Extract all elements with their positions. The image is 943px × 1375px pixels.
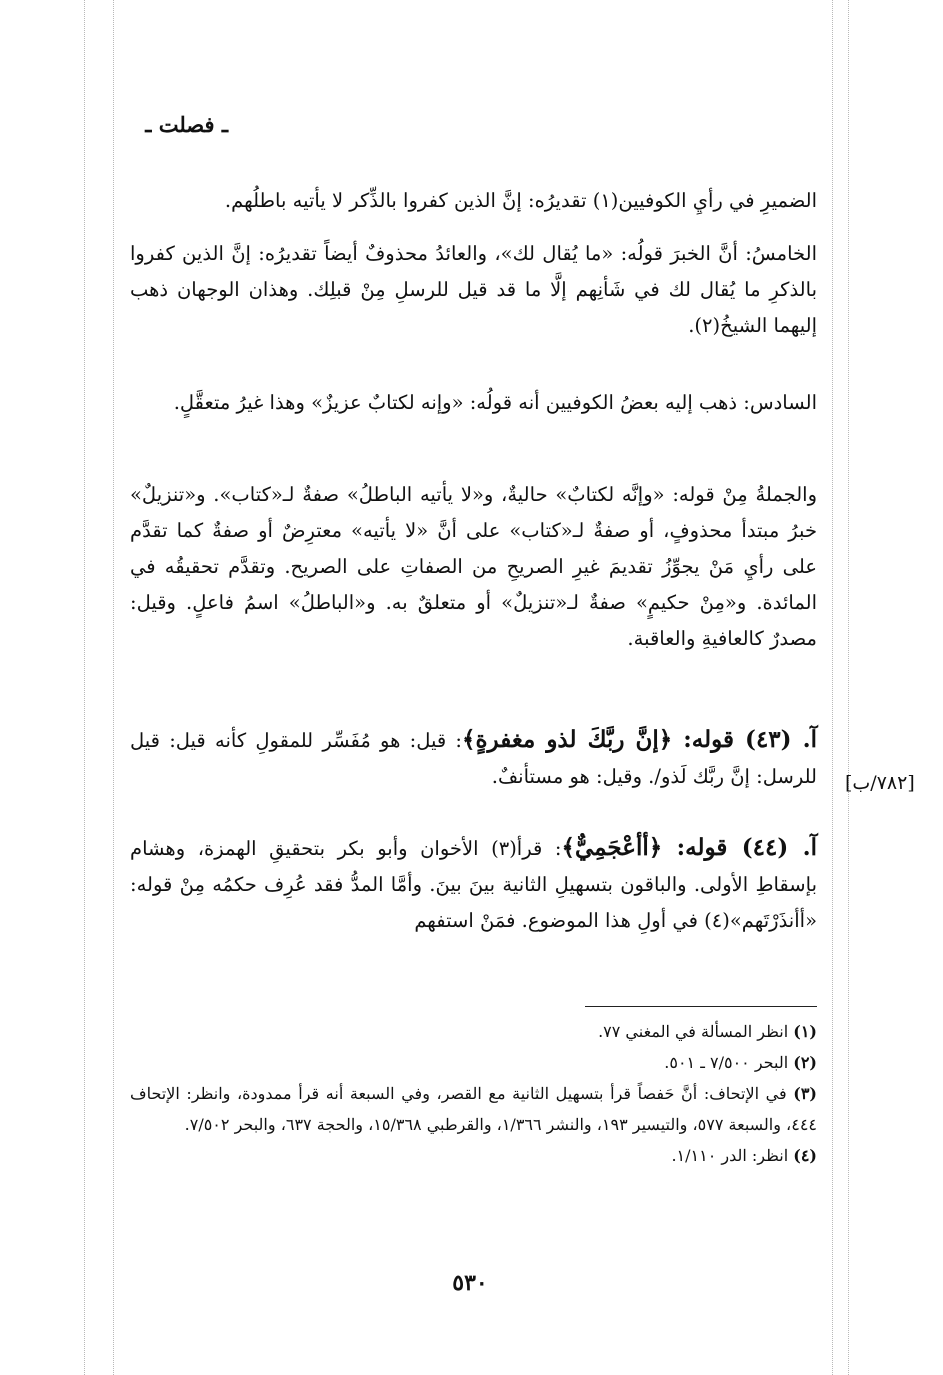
verse-43-paragraph (130, 722, 817, 795)
footnote-separator (585, 1006, 817, 1007)
page-number: ٥٣٠ (452, 1270, 488, 1296)
verse-44-paragraph (130, 830, 817, 939)
footnote-4 (130, 1140, 817, 1171)
footnote-3 (130, 1078, 817, 1140)
paragraph-4 (130, 477, 817, 657)
footnote-text: البحر ٧/٥٠٠ ـ ٥٠١. (664, 1053, 789, 1072)
paragraph-text: السادس: ذهب إليه بعضُ الكوفيين أنه قولُه: «وإنه لكتابٌ عزيزٌ» وهذا غيرُ متعقَّلٍ. (173, 391, 817, 414)
footnote-text: انظر المسألة في المغني ٧٧. (598, 1022, 789, 1041)
footnote-number: (٤) (793, 1146, 817, 1165)
footnote-text: انظر: الدر ١/١١٠. (671, 1146, 789, 1165)
verse-44-commentary (130, 830, 817, 939)
paragraph-text: الخامسُ: أنَّ الخبرَ قولُه: «ما يُقال لك»، والعائدُ محذوفٌ أيضاً تقديرُه: إنَّ الذين كفروا بالذكرِ ما يُقال لك في شَأنِهم إلَّا ما قد قيل للرسلِ مِنْ قبلِك. وهذان الوجهان ذهب إليهما الشيخُ(٢). (130, 242, 817, 337)
footnotes (130, 1016, 817, 1171)
footnote-number: (٣) (793, 1084, 817, 1103)
paragraph-3 (130, 385, 817, 421)
footnote-2 (130, 1047, 817, 1078)
verse-44-heading: آ. (٤٤) قوله: ﴿أأعْجَمِيٌّ﴾ (561, 834, 818, 861)
verse-43-heading: آ. (٤٣) قوله: ﴿إنَّ ربَّكَ لذو مغفرةٍ﴾ (462, 726, 817, 753)
footnote-1 (130, 1016, 817, 1047)
running-header: ـ فصلت ـ (145, 112, 228, 137)
paragraph-1 (130, 183, 817, 219)
paragraph-text: الضميرِ في رأيِ الكوفيين(١) تقديرُه: إنَّ الذين كفروا بالذِّكر لا يأتيه باطلُهم. (224, 189, 817, 212)
footnote-number: (١) (793, 1022, 817, 1041)
verse-43-commentary (130, 722, 817, 795)
paragraph-2 (130, 236, 817, 344)
verse-43-text: : قيل: هو مُفَسِّر للمقولِ كأنه قيل: قيل للرسل: إنَّ ربَّك لَذو/. وقيل: هو مستأنفٌ. (130, 729, 817, 788)
footnote-text: في الإتحاف: أنَّ حَفصاً قرأ بتسهيل الثانية مع القصر، وفي السبعة أنه قرأ ممدودة، وانظر: الإتحاف ٤٤٤، والسبعة ٥٧٧، والتيسير ١٩٣، والنشر ١/٣٦٦، والقرطبي ١٥/٣٦٨، والحجة ٦٣٧، والبحر ٧/٥٠٢. (130, 1084, 817, 1134)
manuscript-folio-marker: [٧٨٢/ب] (845, 772, 915, 794)
verse-44-text: : قرأ(٣) الأخوان وأبو بكر بتحقيقِ الهمزة، وهشام بإسقاطِ الأولى. والباقون بتسهيلِ الثانية بينَ بينَ. وأمَّا المدُّ فقد عُرِف حكمُه مِنْ قوله: «أأنذَرْتَهم»(٤) في أولِ هذا الموضوع. فمَنْ استفهم (130, 837, 817, 932)
paragraph-text: والجملةُ مِنْ قوله: «وإنَّه لكتابٌ» حاليةٌ، و«لا يأتيه الباطلُ» صفةٌ لـ«كتاب». و«تنزيلٌ» خبرُ مبتدأ محذوفٍ، أو صفةٌ لـ«كتاب» على أنَّ «لا يأتيه» معترِضٌ أو صفةٌ كما تقدَّم على رأيِ مَنْ يجوِّزُ تقديمَ غيرِ الصريحِ من الصفاتِ على الصريح. وتقدَّم تحقيقُه في المائدة. و«مِنْ حكيمٍ» صفةٌ لـ«تنزيلٌ» أو متعلقٌ به. و«الباطلُ» اسمُ فاعلٍ. وقيل: مصدرٌ كالعافيةِ والعاقبة. (130, 483, 817, 650)
footnote-number: (٢) (793, 1053, 817, 1072)
